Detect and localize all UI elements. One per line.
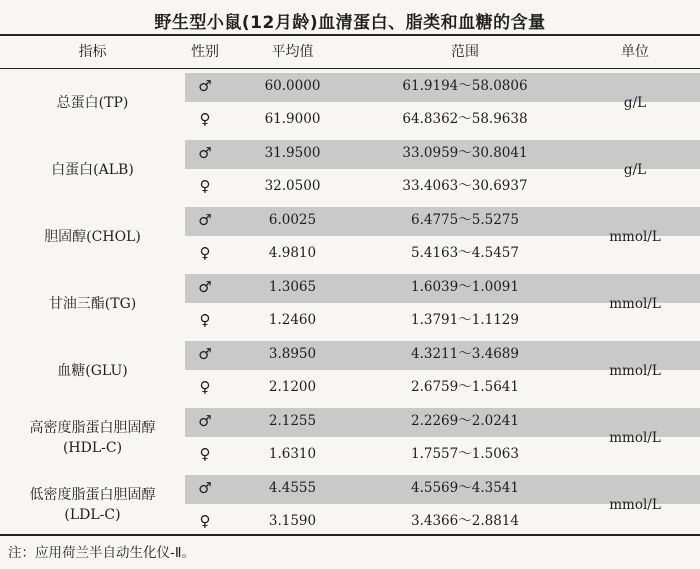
table-body (0, 70, 700, 532)
mean-cell: 32.0500 (264, 178, 321, 194)
range-cell: 2.2269～2.0241 (411, 413, 519, 429)
indicator-label (0, 160, 185, 180)
range-cell: 5.4163～4.5457 (411, 245, 519, 261)
range-cell: 33.0959～30.8041 (402, 145, 528, 161)
indicator-label-line: 胆固醇(CHOL) (44, 229, 141, 245)
header-indicator: 指标 (78, 44, 107, 60)
table-header (0, 36, 700, 68)
sex-cell: ♂ (198, 345, 212, 363)
range-cell: 4.5569～4.3541 (411, 480, 519, 496)
mean-cell: 4.4555 (268, 480, 317, 496)
header-rule (0, 68, 700, 69)
unit-label: mmol/L (609, 229, 661, 245)
range-cell: 61.9194～58.0806 (402, 78, 528, 94)
indicator-label-line: 高密度脂蛋白胆固醇 (29, 420, 156, 436)
range-cell: 1.7557～1.5063 (411, 446, 519, 462)
header-range: 范围 (451, 44, 479, 60)
mean-cell: 4.9810 (268, 245, 317, 261)
bottom-rule (0, 534, 700, 536)
range-cell: 1.3791～1.1129 (411, 312, 519, 328)
sex-cell: ♂ (198, 479, 212, 497)
indicator-label-line: 血糖(GLU) (57, 363, 128, 379)
indicator-label (0, 361, 185, 381)
sex-cell: ♀ (199, 445, 211, 463)
mean-cell: 31.9500 (264, 145, 321, 161)
range-cell: 64.8362～58.9638 (402, 111, 528, 127)
mean-cell: 6.0025 (268, 212, 317, 228)
unit-label: g/L (623, 162, 647, 178)
unit-label: mmol/L (609, 430, 661, 446)
mean-cell: 2.1255 (268, 413, 317, 429)
mean-cell: 1.6310 (268, 446, 317, 462)
sex-cell: ♂ (198, 77, 212, 95)
sex-cell: ♀ (199, 177, 211, 195)
table-title: 野生型小鼠(12月龄)血清蛋白、脂类和血糖的含量 (154, 13, 546, 33)
indicator-label (0, 294, 185, 314)
table-note: 注：应用荷兰半自动生化仪-Ⅱ。 (8, 545, 196, 561)
indicator-label (0, 227, 185, 247)
header-unit: 单位 (621, 44, 649, 60)
mean-cell: 3.8950 (268, 346, 317, 362)
mean-cell: 3.1590 (268, 513, 317, 529)
indicator-label-line: (LDL-C) (64, 507, 121, 523)
indicator-label-line: 低密度脂蛋白胆固醇 (29, 487, 156, 503)
sex-cell: ♂ (198, 211, 212, 229)
header-mean: 平均值 (271, 44, 314, 60)
indicator-label (0, 93, 185, 113)
sex-cell: ♀ (199, 512, 211, 530)
unit-label: mmol/L (609, 497, 661, 513)
indicator-label (0, 418, 185, 458)
sex-cell: ♂ (198, 278, 212, 296)
sex-cell: ♂ (198, 144, 212, 162)
range-cell: 2.6759～1.5641 (411, 379, 519, 395)
indicator-label-line: 总蛋白(TP) (56, 95, 129, 111)
mean-cell: 61.9000 (264, 111, 321, 127)
mean-cell: 1.3065 (268, 279, 317, 295)
mean-cell: 1.2460 (268, 312, 317, 328)
range-cell: 1.6039～1.0091 (411, 279, 519, 295)
unit-label: mmol/L (609, 363, 661, 379)
range-cell: 3.4366～2.8814 (411, 513, 519, 529)
indicator-label-line: 甘油三酯(TG) (48, 296, 137, 312)
indicator-label-line: (HDL-C) (62, 440, 123, 456)
mean-cell: 2.1200 (268, 379, 317, 395)
sex-cell: ♂ (198, 412, 212, 430)
sex-cell: ♀ (199, 378, 211, 396)
sex-cell: ♀ (199, 311, 211, 329)
range-cell: 33.4063～30.6937 (402, 178, 528, 194)
indicator-label-line: 白蛋白(ALB) (51, 162, 134, 178)
unit-label: g/L (623, 95, 647, 111)
header-sex: 性别 (191, 44, 219, 60)
sex-cell: ♀ (199, 110, 211, 128)
unit-label: mmol/L (609, 296, 661, 312)
range-cell: 4.3211～3.4689 (411, 346, 519, 362)
range-cell: 6.4775～5.5275 (411, 212, 519, 228)
sex-cell: ♀ (199, 244, 211, 262)
mean-cell: 60.0000 (264, 78, 321, 94)
indicator-label (0, 485, 185, 525)
